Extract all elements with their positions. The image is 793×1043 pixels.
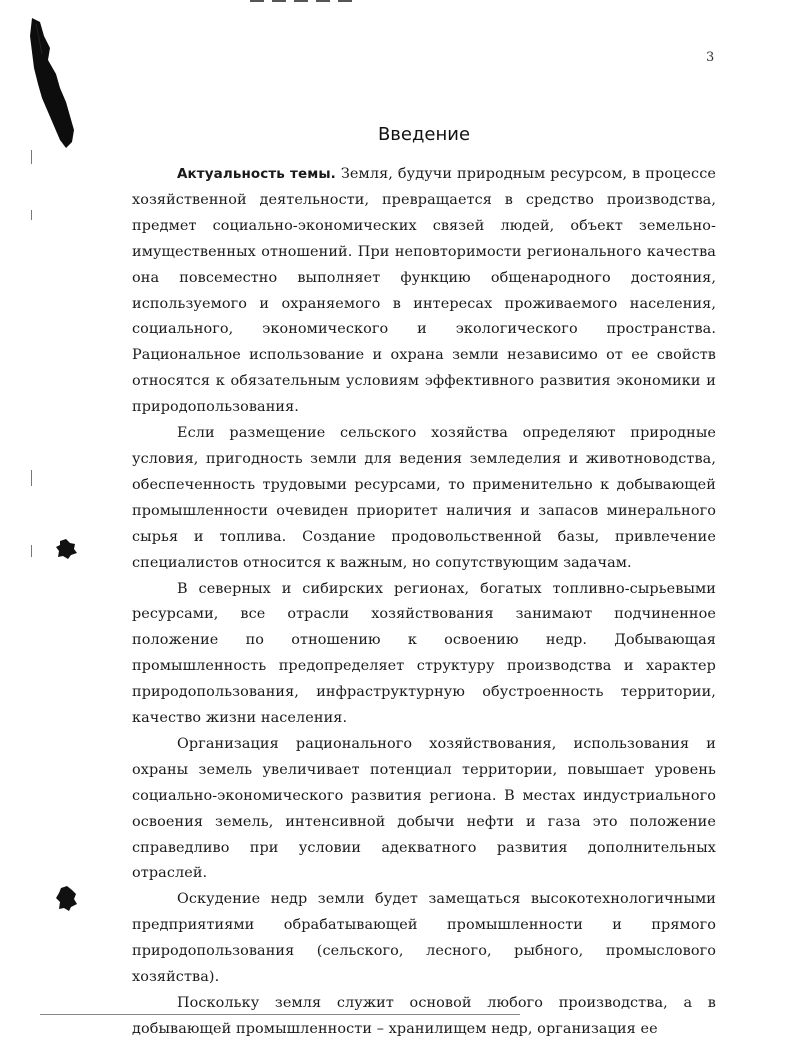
document-body: [132, 162, 716, 1043]
scan-margin-mark: [31, 470, 32, 486]
scan-artifact-bottom-line: [40, 1014, 520, 1015]
ink-blot: [56, 886, 78, 912]
paragraph: Поскольку земля служит основой любого производства, а в добывающей промышленности – хранилищем недр, организация ее: [132, 995, 716, 1037]
scan-margin-mark: [31, 210, 32, 220]
paragraph: Организация рационального хозяйствования, использования и охраны земель увеличивает потенциал территории, повышает уровень социально-экономического развития региона. В местах индустриального освоения земель, интенсивной добычи нефти и газа это положение справедливо при условии адекватного развития дополнительных отраслей.: [132, 735, 716, 882]
paragraph-relevance: [132, 162, 716, 421]
paragraph-text: Земля, будучи природным ресурсом, в процессе хозяйственной деятельности, превращается в средство производства, предмет социально-экономических связей людей, объект земельно-имущественных отношений. При неповторимости регионального качества она повсеместно выполняет функцию общенародного достояния, используемого и охраняемого в интересах проживаемого населения, социального, экономического и экологического пространства. Рациональное использование и охрана земли независимо от ее свойств относятся к обязательным условиям эффективного развития экономики и природопользования.: [132, 166, 716, 416]
relevance-heading: Актуальность темы.: [177, 166, 336, 182]
ink-blot: [56, 538, 78, 560]
page-title: Введение: [377, 124, 471, 146]
paragraph: Если размещение сельского хозяйства определяют природные условия, пригодность земли для ведения земледелия и животноводства, обеспеченность трудовыми ресурсами, то применительно к добывающей промышленности очевиден приоритет наличия и запасов минерального сырья и топлива. Создание продовольственной базы, привлечение специалистов относится к важным, но сопутствующим задачам.: [132, 425, 716, 571]
scan-margin-mark: [31, 545, 32, 557]
paragraph: Оскудение недр земли будет замещаться высокотехнологичными предприятиями обрабатывающей промышленности и прямого природопользования (сельского, лесного, рыбного, промыслового хозяйства).: [132, 891, 716, 986]
paragraph: В северных и сибирских регионах, богатых топливно-сырьевыми ресурсами, все отрасли хозяйствования занимают подчиненное положение по отношению к освоению недр. Добывающая промышленность предопределяет структуру производства и характер природопользования, инфраструктурную обустроенность территории, качество жизни населения.: [132, 580, 716, 727]
scan-margin-mark: [31, 150, 32, 164]
page-number: 3: [706, 50, 715, 65]
scan-artifact-top-line: [250, 0, 360, 2]
